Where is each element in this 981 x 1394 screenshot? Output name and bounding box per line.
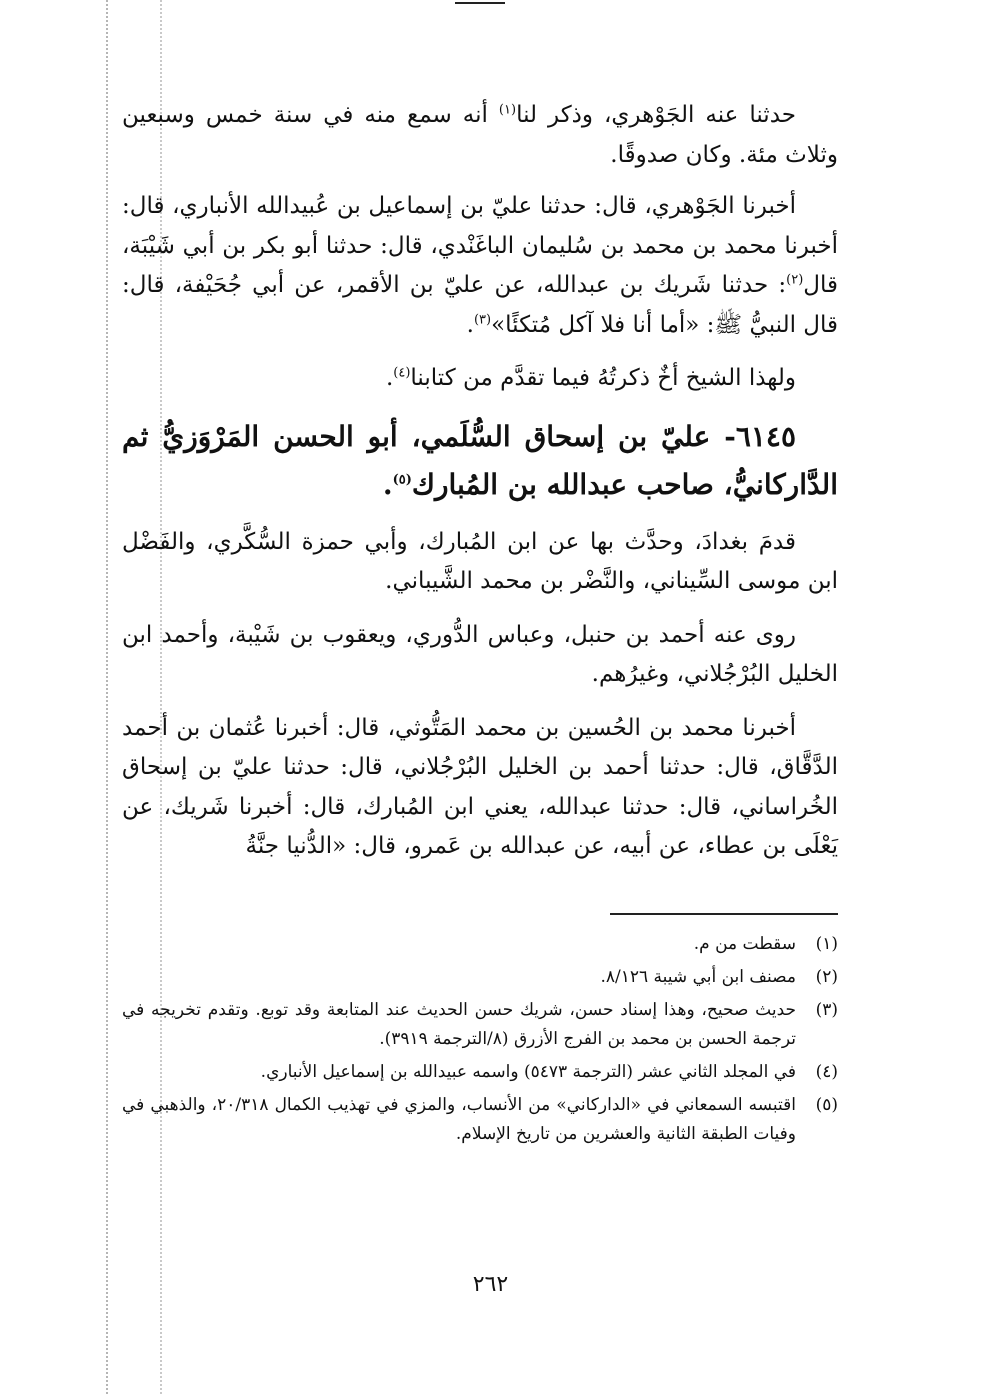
paragraph (122, 359, 838, 399)
text-run: حدثنا عنه الجَوْهري، وذكر لنا (516, 102, 797, 128)
footnote-separator (610, 913, 838, 915)
paragraph: روى عنه أحمد بن حنبل، وعباس الدُّوري، ويعقوب بن شَيْبة، وأحمد ابن الخليل البُرْجُلاني، وغيرُهم. (122, 621, 838, 687)
footnote-number: (١) (815, 934, 838, 954)
footnote-text: اقتبسه السمعاني في «الداركاني» من الأنساب، والمزي في تهذيب الكمال ٢٠/٣١٨، والذهبي في وفيات الطبقة الثانية والعشرين من تاريخ الإسلام. (122, 1095, 797, 1144)
text-run: . (385, 365, 394, 391)
footnote-text: سقطت من م. (693, 934, 796, 954)
paragraph: قدمَ بغدادَ، وحدَّث بها عن ابن المُبارك، وأبي حمزة السُّكَّري، والفَضْل ابن موسى السِّيناني، والنَّضْر بن محمد الشَّيباني. (122, 528, 838, 594)
footnote-text: مصنف ابن أبي شيبة ٨/١٢٦. (600, 967, 796, 987)
footnote (122, 963, 838, 992)
entry-heading (122, 413, 838, 509)
text-run: أنه سمع منه في سنة خمس وسبعين وثلاث مئة. وكان صدوقًا. (122, 102, 838, 168)
paragraph (122, 187, 838, 345)
main-text (122, 96, 838, 881)
text-run: . (382, 467, 393, 501)
footnote-marker: (٤) (393, 365, 411, 381)
heading-text: ٦١٤٥- عليّ بن إسحاق السُّلَمي، أبو الحسن المَرْوَزيُّ ثم الدَّاركانيُّ، صاحب عبدالله بن المُبارك (122, 419, 838, 501)
footnote-marker: (٥) (392, 472, 412, 488)
footnote-marker: (٣) (473, 311, 492, 327)
page-number: ٢٦٢ (472, 1272, 509, 1297)
footnote (122, 1091, 838, 1149)
text-run: ولهذا الشيخ أخٌ ذكرتُهُ فيما تقدَّم من كتابنا (410, 365, 796, 391)
paragraph (122, 96, 838, 175)
footnote-text: حديث صحيح، وهذا إسناد حسن، شريك حسن الحديث عند المتابعة وقد توبع. وتقدم تخريجه في ترجمة الحسن بن محمد بن الفرج الأزرق (٨/الترجمة ٣٩١٩). (122, 1000, 796, 1049)
footnote-number: (٤) (815, 1062, 838, 1082)
text-run: أخبرنا الجَوْهري، قال: حدثنا عليّ بن إسماعيل بن عُبيدالله الأنباري، قال: أخبرنا محمد بن محمد بن سُليمان الباغَنْدي، قال: حدثنا أبو بكر بن أبي شَيْبَة، قال (122, 193, 838, 298)
scan-dot-line (106, 0, 108, 1394)
footnote-marker: (١) (498, 102, 517, 118)
footnote-number: (٢) (815, 967, 838, 987)
paragraph: أخبرنا محمد بن الحُسين بن محمد المَتُّوثي، قال: أخبرنا عُثمان بن أحمد الدَّقَّاق، قال: حدثنا أحمد بن الخليل البُرْجُلاني، قال: حدثنا عليّ بن إسحاق الخُراساني، قال: حدثنا عبدالله، يعني ابن المُبارك، قال: أخبرنا شَريك، عن يَعْلَى بن عطاء، عن أبيه، عن عبدالله بن عَمرو، قال: «الدُّنيا جنَّةُ (122, 714, 838, 859)
footnotes (122, 930, 838, 1153)
footnote (122, 996, 838, 1054)
text-run: : حدثنا شَريك بن عبدالله، عن عليّ بن الأقمر، عن أبي جُحَيْفة، قال: قال النبيُّ ﷺ: «أما أنا فلا آكل مُتكئًا» (122, 272, 838, 338)
footnote-number: (٥) (815, 1095, 838, 1115)
top-rule (455, 2, 505, 4)
text-run: . (466, 311, 474, 338)
footnote (122, 1058, 838, 1087)
footnote (122, 930, 838, 959)
footnote-marker: (٢) (786, 272, 804, 288)
footnote-number: (٣) (815, 1000, 838, 1020)
footnote-text: في المجلد الثاني عشر (الترجمة ٥٤٧٣) واسمه عبيدالله بن إسماعيل الأنباري. (260, 1062, 796, 1082)
